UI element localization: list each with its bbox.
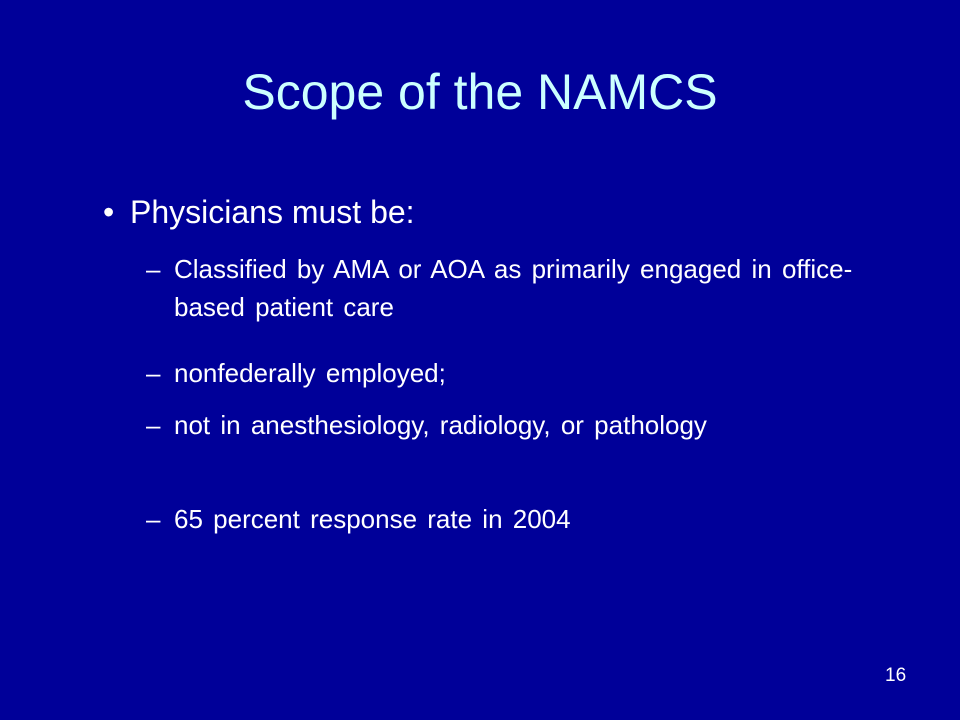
sub-item-nonfederal xyxy=(146,354,874,392)
dash-icon: – xyxy=(146,504,161,534)
bullet-item xyxy=(103,192,415,232)
sub-item-text: not in anesthesiology, radiology, or pathology xyxy=(174,410,707,440)
bullet-text: Physicians must be: xyxy=(130,194,415,230)
bullet-icon: • xyxy=(103,194,115,230)
dash-icon: – xyxy=(146,410,161,440)
sub-item-text: 65 percent response rate in 2004 xyxy=(174,504,571,534)
dash-icon: – xyxy=(146,254,161,284)
dash-icon: – xyxy=(146,358,161,388)
sub-item-specialty-exclusion xyxy=(146,406,874,444)
sub-item-response-rate xyxy=(146,500,874,538)
sub-item-classified xyxy=(146,250,874,326)
sub-item-text: Classified by AMA or AOA as primarily engaged in office-based patient care xyxy=(174,254,853,322)
page-number: 16 xyxy=(885,665,907,686)
slide-title: Scope of the NAMCS xyxy=(242,64,718,120)
sub-item-text: nonfederally employed; xyxy=(174,358,446,388)
